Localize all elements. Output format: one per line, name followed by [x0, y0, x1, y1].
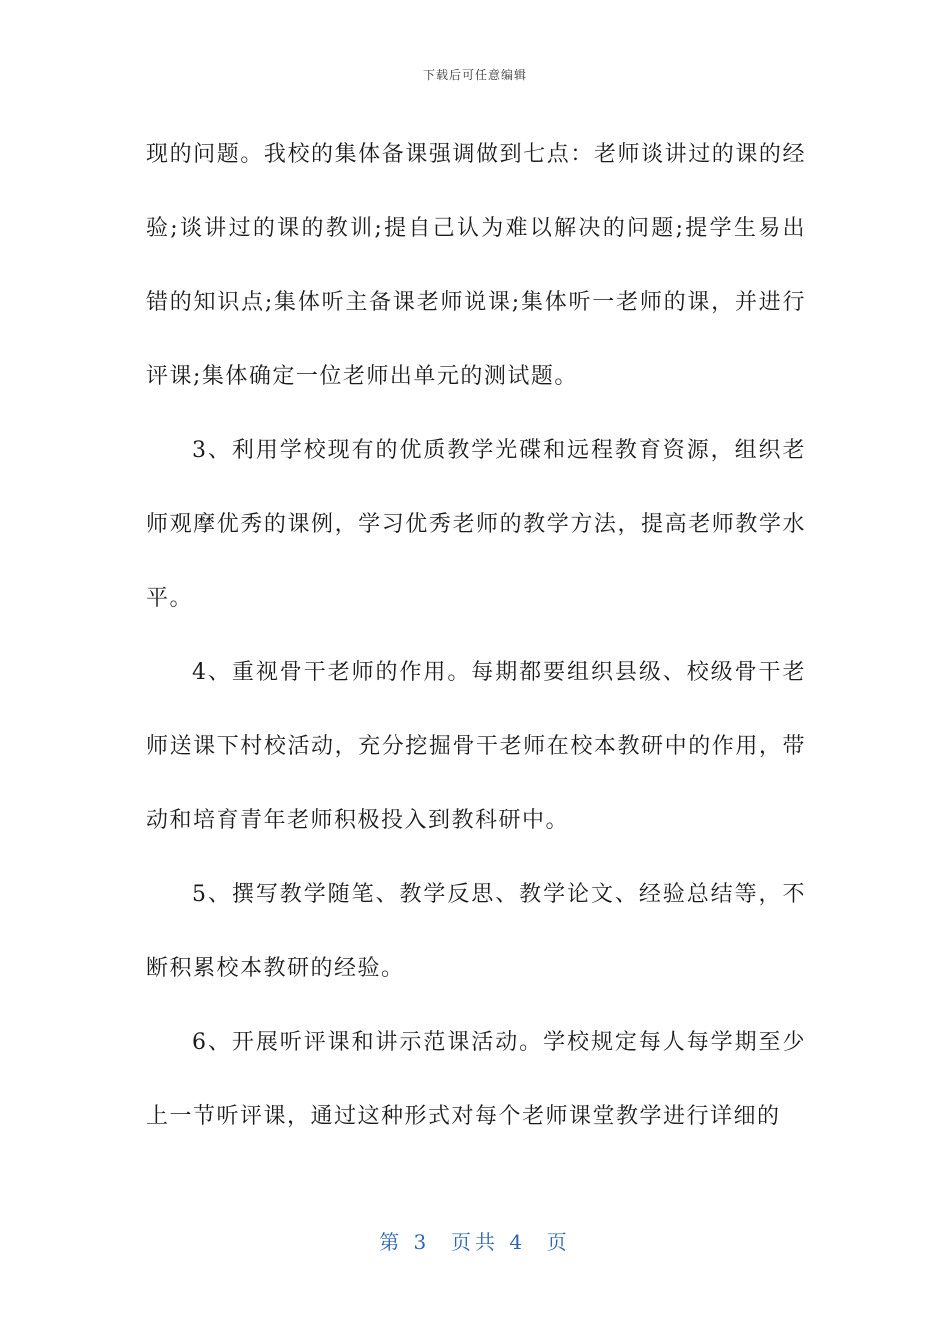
- paragraph-item-6: 6、开展听评课和讲示范课活动。学校规定每人每学期至少上一节听评课，通过这种形式对每个老师课堂教学进行详细的: [146, 1030, 806, 1129]
- paragraph-item-5: 5、撰写教学随笔、教学反思、教学论文、经验总结等，不断积累校本教研的经验。: [146, 882, 806, 981]
- paragraph-item-3: 3、利用学校现有的优质教学光碟和远程教育资源，组织老师观摩优秀的课例，学习优秀老师的教学方法，提高老师教学水平。: [146, 438, 806, 611]
- paragraph-item-4: 4、重视骨干老师的作用。每期都要组织县级、校级骨干老师送课下村校活动，充分挖掘骨干老师在校本教研中的作用，带动和培育青年老师积极投入到教科研中。: [146, 660, 806, 833]
- page-header-note: 下载后可任意编辑: [422, 68, 527, 82]
- paragraph-continuation: 现的问题。我校的集体备课强调做到七点：老师谈讲过的课的经验;谈讲过的课的教训;提自己认为难以解决的问题;提学生易出错的知识点;集体听主备课老师说课;集体听一老师的课，并进行评课;集体确定一位老师出单元的测试题。: [146, 142, 806, 389]
- page-number-footer: 第 3 页共 4 页: [379, 1230, 571, 1254]
- document-body: [146, 118, 806, 1154]
